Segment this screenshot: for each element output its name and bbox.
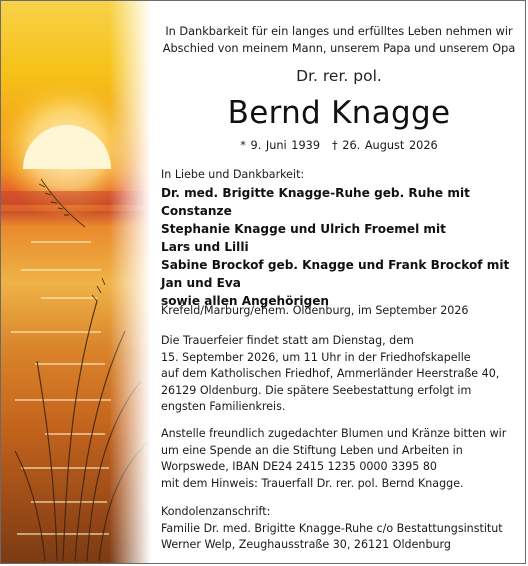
condolence-heading: Kondolenzanschrift: bbox=[161, 505, 271, 518]
intro-text: In Dankbarkeit für ein langes und erfülltes Leben nehmen wir Abschied von meinem Mann, unserem Papa und unserem Opa bbox=[162, 25, 516, 55]
death-date: † 26. August 2026 bbox=[332, 139, 438, 152]
sunset-photo bbox=[1, 1, 151, 564]
bereaved-line: Lars und Lilli bbox=[161, 239, 249, 254]
life-dates bbox=[161, 139, 517, 152]
bereaved-list bbox=[161, 167, 519, 310]
bereaved-line: Jan und Eva bbox=[161, 275, 241, 290]
bereaved-lead: In Liebe und Dankbarkeit: bbox=[161, 168, 305, 181]
birth-date: * 9. Juni 1939 bbox=[240, 139, 321, 152]
funeral-notice: Die Trauerfeier findet statt am Dienstag, dem 15. September 2026, um 11 Uhr in der Friedhofskapelle auf dem Katholischen Friedhof, Ammerländer Heerstraße 40, 26129 Oldenburg. Die spätere Seebestattung erfolgt im engsten Familienkreis. bbox=[161, 334, 500, 413]
donation-request: Anstelle freundlich zugedachter Blumen und Kränze bitten wir um eine Spende an die Stiftung Leben und Arbeiten in Worpswede, IBAN DE24 2415 1235 0000 3395 80 mit dem Hinweis: Trauerfall Dr. rer. pol. Bernd Knagge. bbox=[161, 427, 507, 490]
bereaved-line: Stephanie Knagge und Ulrich Froemel mit bbox=[161, 221, 446, 236]
bereaved-line: Dr. med. Brigitte Knagge-Ruhe geb. Ruhe mit Constanze bbox=[161, 185, 470, 218]
condolence-address: Kondolenzanschrift: Familie Dr. med. Brigitte Knagge-Ruhe c/o Bestattungsinstitut Werner Welp, Zeughausstraße 30, 26121 Oldenburg bbox=[161, 504, 519, 554]
bereaved-line: sowie allen Angehörigen bbox=[161, 293, 330, 308]
academic-title: Dr. rer. pol. bbox=[296, 67, 382, 85]
bereaved-line: Sabine Brockof geb. Knagge und Frank Brockof mit bbox=[161, 257, 510, 272]
place-and-date: Krefeld/Marburg/ehem. Oldenburg, im September 2026 bbox=[161, 304, 469, 317]
deceased-name: Bernd Knagge bbox=[227, 95, 451, 131]
